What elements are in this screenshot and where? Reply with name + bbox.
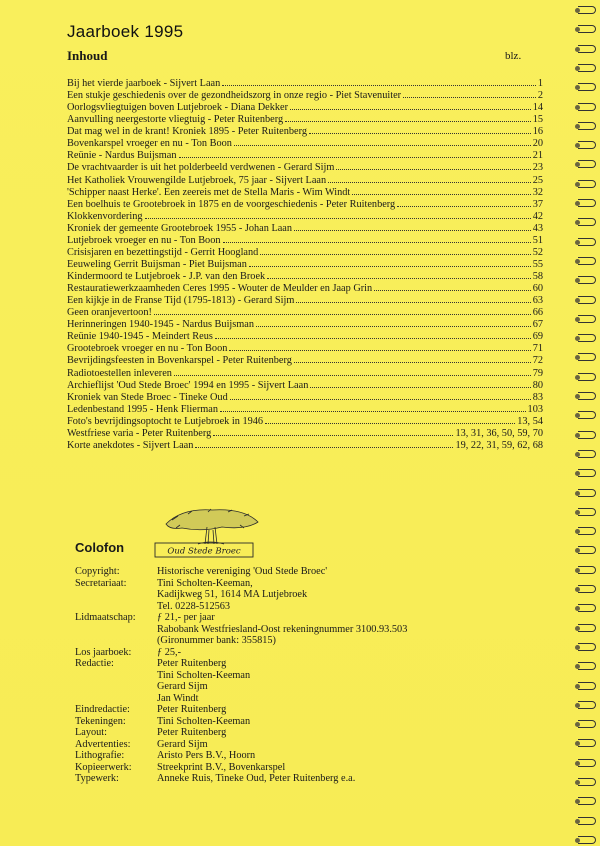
toc-leader-dots — [403, 89, 536, 98]
toc-entry-title: Archieflijst 'Oud Stede Broec' 1994 en 1995 - Sijvert Laan — [67, 379, 309, 391]
page-title: Jaarboek 1995 — [67, 22, 184, 41]
colophon-label: Los jaarboek: — [75, 646, 132, 658]
toc-entry-title: Restauratiewerkzaamheden Ceres 1995 - Wouter de Meulder en Jaap Grin — [67, 283, 373, 295]
toc-entry-page: 15 — [532, 114, 543, 126]
toc-entry-title: Oorlogsvliegtuigen boven Lutjebroek - Diana Dekker — [67, 102, 289, 114]
colophon-value: Historische vereniging 'Oud Stede Broec' — [157, 566, 328, 577]
colophon-values — [157, 762, 545, 774]
binding-hole-icon — [575, 510, 580, 515]
colophon-value: (Gironummer bank: 355815) — [157, 635, 276, 646]
toc-entry-title: Eeuweling Gerrit Buijsman - Piet Buijsman — [67, 258, 247, 270]
colophon-value: ƒ 21,- per jaar — [157, 612, 215, 623]
toc-entry-page: 20 — [532, 138, 543, 150]
binding-ring-icon — [578, 546, 596, 554]
binding-hole-icon — [575, 66, 580, 71]
toc-entry — [67, 137, 543, 149]
toc-entry-title: De vrachtvaarder is uit het polderbeeld verdwenen - Gerard Sijm — [67, 162, 335, 174]
toc-entry-title: Een stukje geschiedenis over de gezondheidszorg in onze regio - Piet Stavenuiter — [67, 90, 402, 102]
toc-entry-title: Bij het vierde jaarboek - Sijvert Laan — [67, 78, 221, 89]
toc-entry-page: 63 — [532, 295, 543, 307]
binding-ring-icon — [578, 797, 596, 805]
binding-ring-icon — [578, 817, 596, 825]
toc-leader-dots — [215, 330, 531, 339]
toc-entry — [67, 318, 543, 330]
toc-entry — [67, 89, 543, 101]
toc-entry-title: Klokkenvordering — [67, 210, 143, 222]
binding-ring-icon — [578, 315, 596, 323]
toc-entry — [67, 161, 543, 173]
colophon-row — [75, 578, 545, 613]
binding-ring-icon — [578, 431, 596, 439]
toc-entry-title: Ledenbestand 1995 - Henk Flierman — [67, 403, 218, 415]
toc-leader-dots — [230, 391, 531, 400]
toc-entry-page: 13, 31, 36, 50, 59, 70 — [455, 427, 543, 439]
colophon-value: Tini Scholten-Keeman — [157, 715, 251, 727]
colophon-label: Typewerk: — [75, 773, 119, 784]
colophon-value: Tini Scholten-Keeman — [157, 669, 251, 681]
colophon-values — [157, 578, 545, 613]
binding-ring-icon — [578, 411, 596, 419]
toc-leader-dots — [296, 294, 530, 303]
toc-leader-dots — [145, 210, 531, 219]
binding-ring-icon — [578, 392, 596, 400]
binding-ring-icon — [578, 585, 596, 593]
binding-ring-icon — [578, 64, 596, 72]
binding-hole-icon — [575, 298, 580, 303]
binding-ring-icon — [578, 643, 596, 651]
toc-leader-dots — [265, 415, 515, 424]
toc-leader-dots — [222, 77, 536, 86]
toc-entry — [67, 125, 543, 137]
logo-text: Oud Stede Broec — [167, 546, 241, 557]
toc-entry-page: 69 — [532, 331, 543, 343]
toc-entry-page: 19, 22, 31, 59, 62, 68 — [455, 439, 543, 451]
binding-hole-icon — [575, 433, 580, 438]
colophon-label: Secretariaat: — [75, 577, 127, 589]
colophon-row — [75, 647, 545, 659]
toc-entry — [67, 186, 543, 198]
binding-hole-icon — [575, 491, 580, 496]
colophon-row — [75, 716, 545, 728]
binding-ring-icon — [578, 25, 596, 33]
colophon-values — [157, 716, 545, 728]
toc-entry-title: Herinneringen 1940-1945 - Nardus Buijsman — [67, 319, 255, 331]
toc-entry — [67, 210, 543, 222]
colophon-row — [75, 704, 545, 716]
toc-leader-dots — [352, 186, 530, 195]
colophon-values — [157, 773, 545, 785]
toc-entry-page: 13, 54 — [517, 415, 543, 427]
binding-ring-icon — [578, 238, 596, 246]
binding-hole-icon — [575, 47, 580, 52]
binding-ring-icon — [578, 141, 596, 149]
binding-hole-icon — [575, 761, 580, 766]
binding-ring-icon — [578, 450, 596, 458]
toc-entry-page: 72 — [532, 355, 543, 367]
toc-entry-page: 32 — [532, 186, 543, 198]
toc-entry-page: 16 — [532, 126, 543, 138]
toc-leader-dots — [174, 367, 531, 376]
binding-hole-icon — [575, 375, 580, 380]
toc-entry — [67, 222, 543, 234]
toc-leader-dots — [229, 342, 530, 351]
binding-hole-icon — [575, 259, 580, 264]
colophon-value: Peter Ruitenberg — [157, 727, 227, 738]
toc-entry-title: Dat mag wel in de krant! Kroniek 1895 - Peter Ruitenberg — [67, 126, 308, 138]
colophon-row — [75, 612, 545, 647]
binding-hole-icon — [575, 819, 580, 824]
binding-hole-icon — [575, 317, 580, 322]
toc-leader-dots — [223, 234, 531, 243]
toc-entry — [67, 367, 543, 379]
binding-hole-icon — [575, 587, 580, 592]
toc-entry — [67, 174, 543, 186]
binding-ring-icon — [578, 469, 596, 477]
toc-entry — [67, 246, 543, 258]
colophon-values — [157, 566, 545, 578]
toc-entry — [67, 101, 543, 113]
colophon-value: Tini Scholten-Keeman, — [157, 577, 253, 589]
toc-entry-page: 23 — [532, 162, 543, 174]
colophon-label: Lithografie: — [75, 750, 125, 761]
colophon-value: Gerard Sijm — [157, 681, 208, 692]
toc-entry — [67, 270, 543, 282]
binding-ring-icon — [578, 45, 596, 53]
toc-entry — [67, 282, 543, 294]
binding-hole-icon — [575, 394, 580, 399]
binding-hole-icon — [575, 626, 580, 631]
toc-leader-dots — [267, 270, 531, 279]
binding-ring-icon — [578, 682, 596, 690]
binding-hole-icon — [575, 8, 580, 13]
colophon-value: ƒ 25,- — [157, 646, 182, 658]
toc-entry — [67, 342, 543, 354]
toc-leader-dots — [213, 427, 453, 436]
colophon-row — [75, 658, 545, 704]
colophon-label: Tekeningen: — [75, 715, 126, 727]
toc-leader-dots — [256, 318, 531, 327]
binding-hole-icon — [575, 838, 580, 843]
toc-entry-title: Geen oranjevertoon! — [67, 307, 152, 319]
colophon-value: Aristo Pers B.V., Hoorn — [157, 750, 256, 761]
toc-leader-dots — [374, 282, 531, 291]
colophon-value: Anneke Ruis, Tineke Oud, Peter Ruitenberg e.a. — [157, 773, 356, 784]
colophon-value: Gerard Sijm — [157, 738, 208, 750]
colophon-label: Layout: — [75, 727, 108, 738]
toc-leader-dots — [294, 222, 531, 231]
toc-entry — [67, 391, 543, 403]
colophon-heading: Colofon — [75, 540, 125, 555]
colophon-label: Redactie: — [75, 658, 114, 669]
toc-entry-page: 37 — [532, 198, 543, 210]
colophon-values — [157, 647, 545, 659]
binding-ring-icon — [578, 701, 596, 709]
toc-entry — [67, 258, 543, 270]
toc-entry-page: 67 — [532, 319, 543, 331]
binding-ring-icon — [578, 353, 596, 361]
toc-entry-page: 58 — [532, 271, 543, 282]
toc-entry-title: Aanvulling neergestorte vliegtuig - Peter Ruitenberg — [67, 114, 284, 126]
toc-leader-dots — [309, 125, 531, 134]
toc-leader-dots — [294, 354, 531, 363]
toc-leader-dots — [249, 258, 531, 267]
binding-hole-icon — [575, 645, 580, 650]
tree-logo-icon — [152, 500, 270, 562]
colophon-values — [157, 739, 545, 751]
binding-ring-icon — [578, 334, 596, 342]
toc-entry-title: Crisisjaren en bezettingstijd - Gerrit Hoogland — [67, 246, 259, 258]
colophon-row — [75, 739, 545, 751]
toc-leader-dots — [397, 198, 531, 207]
toc-entry — [67, 330, 543, 342]
colophon-values — [157, 704, 545, 716]
toc-leader-dots — [260, 246, 530, 255]
toc-entry-page: 52 — [532, 246, 543, 258]
colophon-label: Copyright: — [75, 566, 120, 577]
toc-entry-page: 14 — [532, 102, 543, 114]
toc-entry — [67, 234, 543, 246]
toc-entry — [67, 379, 543, 391]
toc-entry-page: 71 — [532, 343, 543, 355]
colophon-row — [75, 773, 545, 785]
toc-entry — [67, 403, 543, 415]
binding-hole-icon — [575, 201, 580, 206]
toc-entry-page: 2 — [537, 90, 543, 102]
colophon-label: Advertenties: — [75, 738, 131, 750]
toc-entry — [67, 427, 543, 439]
colophon-values — [157, 727, 545, 739]
toc-leader-dots — [310, 379, 530, 388]
page-column-label: blz. — [505, 50, 522, 62]
binding-hole-icon — [575, 182, 580, 187]
toc-entry-page: 43 — [532, 222, 543, 234]
toc-entry-page: 51 — [532, 234, 543, 246]
toc-entry — [67, 149, 543, 161]
colophon-value: Kadijkweg 51, 1614 MA Lutjebroek — [157, 589, 308, 600]
toc-entry-page: 21 — [532, 150, 543, 162]
toc-entry-title: Bevrijdingsfeesten in Bovenkarspel - Peter Ruitenberg — [67, 355, 292, 367]
toc-entry-title: Bovenkarspel vroeger en nu - Ton Boon — [67, 138, 232, 150]
toc-entry — [67, 77, 543, 89]
toc-leader-dots — [336, 161, 530, 170]
toc-leader-dots — [285, 113, 531, 122]
binding-ring-icon — [578, 103, 596, 111]
toc-entry — [67, 415, 543, 427]
binding-ring-icon — [578, 83, 596, 91]
toc-entry — [67, 198, 543, 210]
toc-entry — [67, 294, 543, 306]
toc-entry-page: 103 — [527, 403, 543, 415]
colophon — [75, 566, 545, 785]
toc-leader-dots — [195, 439, 453, 448]
toc-entry-page: 60 — [532, 283, 543, 295]
colophon-values — [157, 658, 545, 704]
toc-entry-page: 1 — [537, 78, 543, 89]
toc-entry-page: 55 — [532, 258, 543, 270]
binding-ring-icon — [578, 836, 596, 844]
colophon-value: Peter Ruitenberg — [157, 658, 227, 669]
binding-hole-icon — [575, 105, 580, 110]
binding-hole-icon — [575, 684, 580, 689]
binding-ring-icon — [578, 604, 596, 612]
colophon-label: Kopieerwerk: — [75, 761, 132, 773]
binding-ring-icon — [578, 257, 596, 265]
colophon-values — [157, 750, 545, 762]
toc-entry-title: Grootebroek vroeger en nu - Ton Boon — [67, 343, 228, 355]
toc-leader-dots — [234, 137, 531, 146]
binding-ring-icon — [578, 276, 596, 284]
toc-entry-title: Kroniek van Stede Broec - Tineke Oud — [67, 391, 228, 403]
binding-ring-icon — [578, 160, 596, 168]
toc-entry-title: Een boelhuis te Grootebroek in 1875 en de voorgeschiedenis - Peter Ruitenberg — [67, 198, 396, 210]
binding-ring-icon — [578, 122, 596, 130]
toc-entry-page: 42 — [532, 210, 543, 222]
toc-entry-page: 25 — [532, 174, 543, 186]
toc-leader-dots — [179, 149, 531, 158]
colophon-value: Streekprint B.V., Bovenkarspel — [157, 761, 286, 773]
binding-ring-icon — [578, 527, 596, 535]
toc-entry-title: Reünie - Nardus Buijsman — [67, 150, 177, 162]
binding-ring-icon — [578, 508, 596, 516]
binding-hole-icon — [575, 780, 580, 785]
toc-leader-dots — [290, 101, 531, 110]
toc-entry-page: 80 — [532, 379, 543, 391]
binding-ring-icon — [578, 296, 596, 304]
toc-entry-page: 83 — [532, 391, 543, 403]
colophon-row — [75, 727, 545, 739]
binding-ring-icon — [578, 199, 596, 207]
contents-heading: Inhoud — [67, 48, 108, 63]
colophon-label: Eindredactie: — [75, 704, 130, 715]
binding-ring-icon — [578, 373, 596, 381]
toc-entry-title: Kindermoord te Lutjebroek - J.P. van den Broek — [67, 271, 266, 282]
binding-ring-icon — [578, 489, 596, 497]
toc-entry-title: Een kijkje in de Franse Tijd (1795-1813) - Gerard Sijm — [67, 295, 295, 307]
colophon-row — [75, 750, 545, 762]
toc-entry-title: Foto's bevrijdingsoptocht te Lutjebroek in 1946 — [67, 415, 264, 427]
colophon-values — [157, 612, 545, 647]
toc-entry-title: Westfriese varia - Peter Ruitenberg — [67, 427, 212, 439]
binding-hole-icon — [575, 452, 580, 457]
binding-hole-icon — [575, 703, 580, 708]
colophon-value: Tel. 0228-512563 — [157, 600, 231, 612]
toc-leader-dots — [328, 174, 531, 183]
toc-entry — [67, 306, 543, 318]
toc-entry — [67, 113, 543, 125]
binding-hole-icon — [575, 124, 580, 129]
colophon-value: Peter Ruitenberg — [157, 704, 227, 715]
binding-ring-icon — [578, 6, 596, 14]
table-of-contents — [67, 77, 543, 451]
colophon-value: Jan Windt — [157, 692, 199, 704]
binding-ring-icon — [578, 739, 596, 747]
binding-ring-icon — [578, 624, 596, 632]
toc-leader-dots — [154, 306, 531, 315]
colophon-value: Rabobank Westfriesland-Oost rekeningnummer 3100.93.503 — [157, 623, 408, 635]
binding-hole-icon — [575, 568, 580, 573]
toc-leader-dots — [220, 403, 526, 412]
toc-entry-title: Korte anekdotes - Sijvert Laan — [67, 439, 194, 451]
binding-ring-icon — [578, 778, 596, 786]
toc-entry-page: 79 — [532, 367, 543, 379]
colophon-row — [75, 566, 545, 578]
spiral-binding-icon — [570, 0, 600, 846]
binding-ring-icon — [578, 218, 596, 226]
binding-ring-icon — [578, 759, 596, 767]
binding-ring-icon — [578, 566, 596, 574]
toc-entry-title: Lutjebroek vroeger en nu - Ton Boon — [67, 234, 221, 246]
toc-entry-title: Kroniek der gemeente Grootebroek 1955 - Johan Laan — [67, 222, 293, 234]
toc-entry-title: Het Katholiek Vrouwengilde Lutjebroek, 75 jaar - Sijvert Laan — [67, 174, 327, 186]
toc-entry — [67, 354, 543, 366]
toc-entry-title: Reünie 1940-1945 - Meindert Reus — [67, 331, 213, 343]
toc-entry-page: 66 — [532, 307, 543, 319]
toc-entry-title: 'Schipper naast Herke'. Een zeereis met de Stella Maris - Wim Windt — [67, 186, 351, 198]
binding-ring-icon — [578, 662, 596, 670]
binding-ring-icon — [578, 180, 596, 188]
binding-ring-icon — [578, 720, 596, 728]
binding-hole-icon — [575, 240, 580, 245]
colophon-label: Lidmaatschap: — [75, 612, 136, 623]
toc-entry-title: Radiotoestellen inleveren — [67, 367, 172, 379]
colophon-row — [75, 762, 545, 774]
toc-entry — [67, 439, 543, 451]
